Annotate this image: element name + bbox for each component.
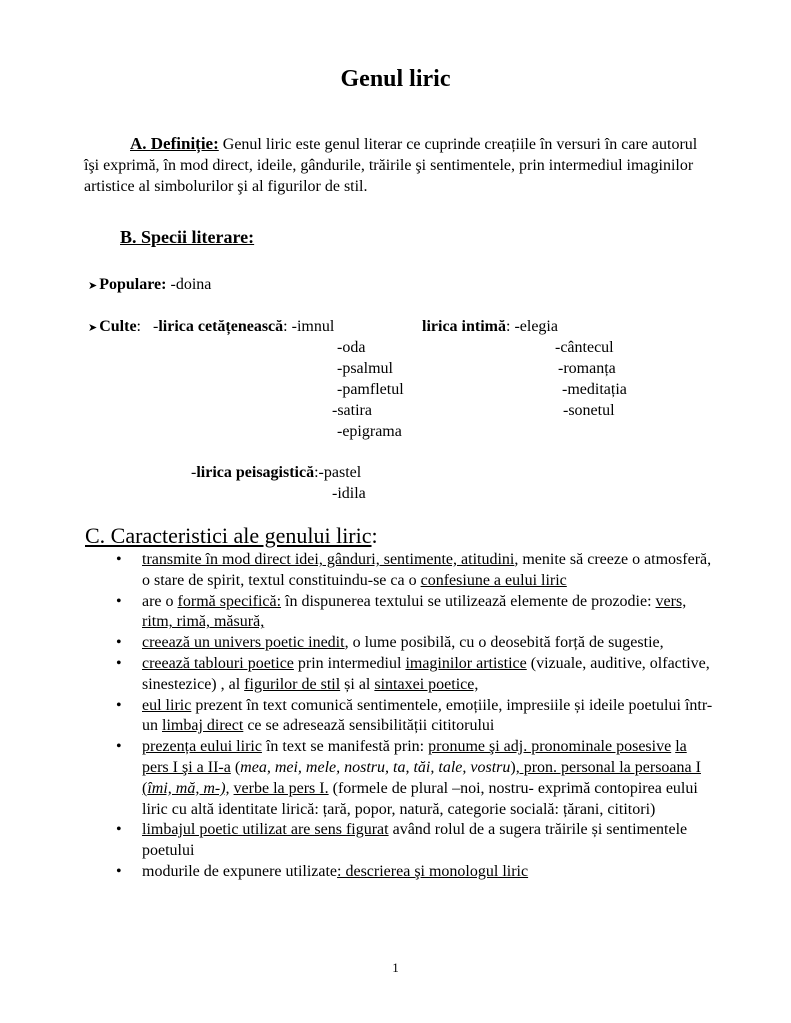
text: în dispunerea textului se utilizează elemente de prozodie: (281, 592, 656, 610)
section-b-heading: B. Specii literare: (120, 227, 255, 247)
text: ce se adresează sensibilității cititorului (243, 717, 495, 735)
underlined-text: : descrierea şi monologul liric (337, 862, 529, 880)
underlined-text: eul liric (142, 696, 192, 714)
underlined-text: limbaj direct (162, 717, 244, 735)
underlined-text: creează tablouri poetice (142, 654, 294, 672)
list-item (116, 654, 716, 696)
section-a-heading: A. Definiție: (130, 134, 219, 153)
section-c-heading-row: C. Caracteristici ale genului liric: (85, 523, 378, 548)
definition-paragraph (84, 133, 714, 197)
lirica-intima-item: -cântecul (555, 339, 614, 356)
lirica-cetateneasca-item: -imnul (291, 318, 335, 335)
text: având rolul de a sugera trăirile și sentimentele poetului (142, 821, 688, 860)
lirica-intima-item: -romanța (558, 360, 616, 377)
lirica-cetateneasca-item: -pamfletul (337, 381, 404, 398)
arrow-bullet-icon: ➤ (88, 280, 98, 292)
section-c-heading: C. Caracteristici ale genului liric (85, 523, 372, 548)
list-item (116, 592, 716, 634)
lirica-peisagistica-row: -lirica peisagistică:-pastel (191, 464, 362, 481)
underlined-text: prezența eului liric (142, 738, 262, 756)
text: , menite să creeze o atmosferă, o stare de spirit, textul constituindu-se ca o (142, 551, 712, 589)
underlined-text: vers, ritm, rimă, măsură, (142, 592, 687, 631)
arrow-bullet-icon: ➤ (88, 322, 98, 334)
culte-label: Culte (99, 318, 137, 335)
underlined-text: formă specifică: (177, 592, 282, 610)
underlined-text: confesiune a eului liric (420, 571, 567, 589)
text: modurile de expunere utilizate (142, 862, 338, 880)
lirica-intima-item: -elegia (514, 318, 558, 335)
lirica-peisagistica-item: -idila (332, 485, 366, 502)
lirica-cetateneasca-item: -psalmul (337, 360, 393, 377)
text: (vizuale, auditive, olfactive, sinestezice) , al (142, 654, 710, 693)
culte-row: ➤ Culte: -lirica cetățenească: -imnul (88, 318, 335, 335)
lirica-cetateneasca-item: -oda (337, 339, 366, 356)
lirica-peisagistica-label: lirica peisagistică (196, 464, 315, 481)
lirica-intima-item: -sonetul (563, 402, 615, 419)
text: prin intermediul (293, 654, 406, 672)
list-item (116, 550, 716, 592)
list-item (116, 633, 716, 654)
characteristics-list (116, 550, 716, 883)
underlined-text: sintaxei poetice, (374, 675, 479, 693)
underlined-text: imaginilor artistice (405, 654, 527, 672)
populare-row (88, 274, 211, 297)
underlined-text: figurilor de stil (244, 675, 341, 693)
text: și al (340, 675, 375, 693)
list-item (116, 696, 716, 738)
text: prezent în text comunică sentimentele, emoțiile, impresiile și ideile poetului într-un (142, 696, 713, 735)
list-item (116, 820, 716, 862)
underlined-italic-text: îmi, mă, m-), (147, 779, 230, 797)
underlined-text: la pers I şi a II-a (142, 738, 687, 776)
populare-item: -doina (170, 276, 212, 293)
lirica-cetateneasca-label: lirica cetățenească (158, 318, 284, 335)
page-number: 1 (392, 960, 399, 975)
text: în text se manifestă prin: (261, 738, 429, 756)
text: ( (230, 758, 241, 776)
populare-label: Populare: (99, 276, 167, 293)
underlined-text: verbe la pers I. (233, 779, 329, 797)
list-item (116, 737, 716, 820)
underlined-text: limbajul poetic utilizat are sens figurat (142, 821, 389, 839)
italic-text: mea, mei, mele, nostru, ta, tăi, tale, vostru (240, 758, 511, 776)
underlined-text: pronume şi adj. pronominale posesive (428, 738, 672, 756)
underlined-text: ), pron. personal la persoana I ( (142, 758, 701, 797)
lirica-peisagistica-item: -pastel (318, 464, 362, 481)
lirica-intima-label: lirica intimă (422, 318, 506, 335)
lirica-intima-item: -meditația (562, 381, 627, 398)
text: , o lume posibilă, cu o deosebită forță de sugestie, (344, 634, 664, 652)
text: (formele de plural –noi, nostru- exprimă contopirea eului liric cu altă identitate lirică: țară, popor, natură, categorie socială: țărani, cititori) (142, 779, 698, 818)
lirica-cetateneasca-item: -satira (332, 402, 372, 419)
lirica-intima-row: lirica intimă: -elegia (422, 318, 558, 335)
page-title: Genul liric (340, 66, 451, 92)
definition-text: Genul liric este genul literar ce cuprinde creațiile în versuri în care autorul îşi exprimă, în mod direct, ideile, gândurile, trăirile şi sentimentele, prin intermediul imaginilor artistice al simbolurilor şi al figurilor de stil. (84, 136, 698, 195)
list-item (116, 862, 716, 883)
underlined-text: transmite în mod direct idei, gânduri, sentimente, atitudini (142, 551, 515, 568)
text: are o (142, 592, 178, 610)
lirica-cetateneasca-item: -epigrama (337, 423, 402, 440)
underlined-text: creează un univers poetic inedit (142, 634, 345, 652)
